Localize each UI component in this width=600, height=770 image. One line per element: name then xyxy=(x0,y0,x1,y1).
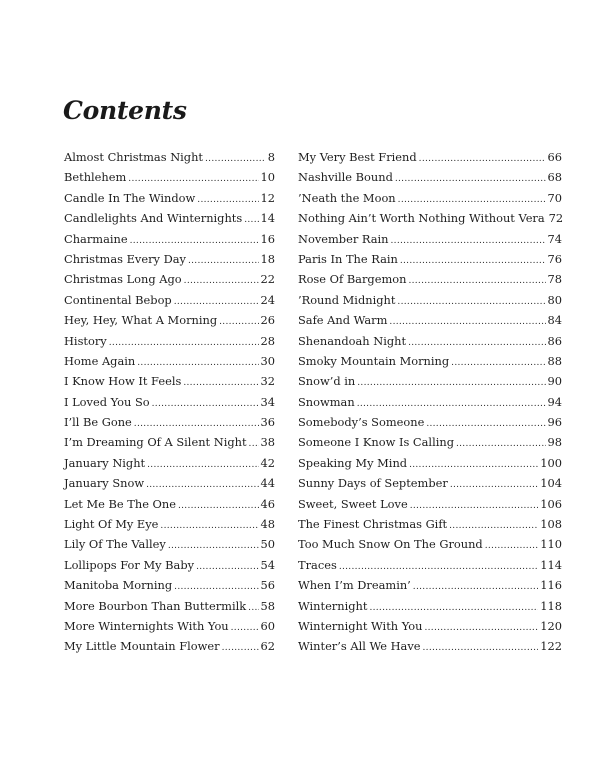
toc-entry xyxy=(298,310,562,330)
toc-dot-leader xyxy=(408,333,545,353)
toc-entry xyxy=(64,147,275,167)
toc-entry-title: November Rain xyxy=(298,231,389,246)
page-title: Contents xyxy=(63,96,187,125)
toc-entry-page-number: 44 xyxy=(260,476,275,491)
toc-entry-page-number: 96 xyxy=(547,415,562,430)
toc-entry-title: Candle In The Window xyxy=(64,190,196,205)
toc-dot-leader xyxy=(174,577,258,597)
toc-entry xyxy=(298,392,562,412)
toc-dot-leader xyxy=(389,312,545,332)
toc-entry-page-number: 110 xyxy=(540,537,562,552)
toc-entry-page-number: 58 xyxy=(260,598,275,613)
toc-entry-page-number: 94 xyxy=(547,394,562,409)
toc-entry xyxy=(298,636,562,656)
toc-column-left xyxy=(64,147,275,657)
toc-entry-title: I’m Dreaming Of A Silent Night xyxy=(64,435,247,450)
toc-entry xyxy=(64,575,275,595)
toc-entry-title: Nothing Ain’t Worth Nothing Without Vera xyxy=(298,211,545,226)
toc-entry-page-number: 76 xyxy=(547,251,562,266)
toc-entry-title: Safe And Warm xyxy=(298,313,388,328)
toc-entry-page-number: 26 xyxy=(260,313,275,328)
toc-entry xyxy=(298,555,562,575)
toc-entry xyxy=(298,331,562,351)
toc-entry-title: Shenandoah Night xyxy=(298,333,407,348)
toc-dot-leader xyxy=(249,434,259,454)
toc-dot-leader xyxy=(456,434,546,454)
toc-entry xyxy=(298,208,562,228)
toc-dot-leader xyxy=(109,333,259,353)
toc-entry-page-number: 72 xyxy=(548,211,564,226)
toc-entry xyxy=(64,290,275,310)
toc-dot-leader xyxy=(485,536,539,556)
toc-entry-page-number: 90 xyxy=(547,374,562,389)
toc-entry-title: Snowman xyxy=(298,394,355,409)
toc-entry-page-number: 14 xyxy=(260,211,275,226)
toc-entry-title: Bethlehem xyxy=(64,170,127,185)
toc-entry-title: Someone I Know Is Calling xyxy=(298,435,454,450)
toc-dot-leader xyxy=(178,496,259,516)
toc-dot-leader xyxy=(128,169,258,189)
toc-entry xyxy=(298,453,562,473)
toc-dot-leader xyxy=(152,394,259,414)
toc-dot-leader xyxy=(222,638,259,658)
toc-entry xyxy=(298,432,562,452)
toc-entry xyxy=(298,188,562,208)
toc-dot-leader xyxy=(231,618,259,638)
toc-entry-title: Paris In The Rain xyxy=(298,251,398,266)
toc-entry-page-number: 50 xyxy=(260,537,275,552)
toc-entry-page-number: 56 xyxy=(260,578,275,593)
toc-entry-page-number: 36 xyxy=(260,415,275,430)
toc-entry-title: Snow’d in xyxy=(298,374,356,389)
toc-entry xyxy=(298,290,562,310)
toc-dot-leader xyxy=(219,312,258,332)
toc-entry xyxy=(298,371,562,391)
toc-dot-leader xyxy=(205,149,266,169)
toc-dot-leader xyxy=(184,271,259,291)
toc-entry-title: Rose Of Bargemon xyxy=(298,272,407,287)
toc-entry-title: Let Me Be The One xyxy=(64,496,176,511)
toc-dot-leader xyxy=(426,414,545,434)
toc-entry xyxy=(64,249,275,269)
toc-entry-page-number: 68 xyxy=(547,170,562,185)
toc-entry-page-number: 88 xyxy=(547,353,562,368)
toc-entry-title: My Little Mountain Flower xyxy=(64,639,220,654)
toc-entry xyxy=(64,636,275,656)
toc-entry xyxy=(298,167,562,187)
toc-entry-page-number: 34 xyxy=(260,394,275,409)
toc-entry-page-number: 48 xyxy=(260,517,275,532)
toc-entry xyxy=(64,494,275,514)
toc-entry-page-number: 86 xyxy=(547,333,562,348)
toc-entry-title: Continental Bebop xyxy=(64,292,172,307)
toc-entry xyxy=(298,351,562,371)
toc-entry-page-number: 116 xyxy=(540,578,562,593)
toc-entry xyxy=(64,269,275,289)
toc-dot-leader xyxy=(146,475,258,495)
toc-dot-leader xyxy=(408,271,545,291)
toc-dot-leader xyxy=(450,475,538,495)
toc-dot-leader xyxy=(400,251,546,271)
toc-dot-leader xyxy=(423,638,539,658)
toc-entry xyxy=(298,229,562,249)
toc-entry xyxy=(298,473,562,493)
toc-entry-page-number: 118 xyxy=(540,598,562,613)
toc-entry xyxy=(64,473,275,493)
toc-entry-page-number: 70 xyxy=(547,190,562,205)
toc-entry-page-number: 54 xyxy=(260,557,275,572)
toc-entry-title: Somebody’s Someone xyxy=(298,415,425,430)
toc-entry-page-number: 10 xyxy=(260,170,275,185)
toc-entry xyxy=(298,269,562,289)
toc-entry-title: Light Of My Eye xyxy=(64,517,159,532)
toc-dot-leader xyxy=(168,536,259,556)
toc-entry-page-number: 80 xyxy=(547,292,562,307)
toc-dot-leader xyxy=(449,516,538,536)
toc-entry xyxy=(64,188,275,208)
toc-entry-page-number: 98 xyxy=(547,435,562,450)
toc-entry-title: When I’m Dreamin’ xyxy=(298,578,411,593)
toc-entry-title: Manitoba Morning xyxy=(64,578,173,593)
toc-entry xyxy=(64,229,275,249)
toc-entry xyxy=(64,392,275,412)
toc-entry xyxy=(64,371,275,391)
toc-dot-leader xyxy=(248,598,258,618)
toc-entry xyxy=(298,596,562,616)
toc-dot-leader xyxy=(357,373,545,393)
toc-entry-page-number: 84 xyxy=(547,313,562,328)
toc-entry-title: Christmas Long Ago xyxy=(64,272,182,287)
toc-dot-leader xyxy=(409,455,538,475)
toc-entry-title: I Know How It Feels xyxy=(64,374,182,389)
toc-entry xyxy=(64,534,275,554)
toc-entry-title: January Night xyxy=(64,455,146,470)
toc-entry-page-number: 18 xyxy=(260,251,275,266)
toc-dot-leader xyxy=(357,394,546,414)
toc-entry-title: History xyxy=(64,333,107,348)
toc-entry-page-number: 60 xyxy=(260,618,275,633)
toc-dot-leader xyxy=(391,231,546,251)
toc-entry-title: Traces xyxy=(298,557,337,572)
toc-dot-leader xyxy=(160,516,258,536)
toc-entry-title: Winternight With You xyxy=(298,618,423,633)
toc-dot-leader xyxy=(244,210,258,230)
toc-entry-page-number: 74 xyxy=(547,231,562,246)
toc-entry-page-number: 24 xyxy=(260,292,275,307)
toc-dot-leader xyxy=(369,598,538,618)
toc-entry-page-number: 62 xyxy=(260,639,275,654)
toc-entry-title: Sweet, Sweet Love xyxy=(298,496,408,511)
toc-entry-page-number: 120 xyxy=(540,618,562,633)
toc-dot-leader xyxy=(197,190,258,210)
toc-entry-page-number: 38 xyxy=(260,435,275,450)
toc-entry-page-number: 114 xyxy=(540,557,562,572)
toc-entry-page-number: 108 xyxy=(540,517,562,532)
toc-entry xyxy=(298,534,562,554)
toc-entry xyxy=(298,412,562,432)
toc-entry-title: My Very Best Friend xyxy=(298,150,417,164)
toc-dot-leader xyxy=(174,292,259,312)
toc-entry xyxy=(298,616,562,636)
toc-entry xyxy=(64,412,275,432)
toc-entry-page-number: 16 xyxy=(260,231,275,246)
toc-dot-leader xyxy=(130,231,259,251)
toc-entry-title: January Snow xyxy=(64,476,145,491)
toc-entry-page-number: 106 xyxy=(540,496,562,511)
toc-entry-title: Nashville Bound xyxy=(298,170,393,185)
toc-dot-leader xyxy=(395,169,546,189)
toc-dot-leader xyxy=(424,618,538,638)
toc-dot-leader xyxy=(147,455,258,475)
toc-dot-leader xyxy=(413,577,538,597)
toc-entry-title: ’Neath the Moon xyxy=(298,190,396,205)
toc-entry-page-number: 12 xyxy=(260,190,275,205)
toc-dot-leader xyxy=(188,251,259,271)
toc-entry-title: Candlelights And Winternights xyxy=(64,211,243,226)
toc-entry-title: Lily Of The Valley xyxy=(64,537,166,552)
toc-entry-page-number: 66 xyxy=(547,150,562,164)
toc-entry-page-number: 104 xyxy=(540,476,562,491)
toc-entry-page-number: 28 xyxy=(260,333,275,348)
toc-dot-leader xyxy=(419,149,546,169)
toc-entry-title: Charmaine xyxy=(64,231,128,246)
toc-entry-title: The Finest Christmas Gift xyxy=(298,517,448,532)
toc-entry xyxy=(64,453,275,473)
toc-dot-leader xyxy=(397,292,545,312)
toc-dot-leader xyxy=(196,557,258,577)
toc-entry-title: More Bourbon Than Buttermilk xyxy=(64,598,247,613)
toc-dot-leader xyxy=(339,557,538,577)
toc-entry-title: Smoky Mountain Morning xyxy=(298,353,450,368)
toc-entry-page-number: 46 xyxy=(260,496,275,511)
toc-entry xyxy=(298,249,562,269)
toc-entry xyxy=(64,167,275,187)
toc-entry-title: Winternight xyxy=(298,598,368,613)
toc-entry-title: Too Much Snow On The Ground xyxy=(298,537,483,552)
toc-entry xyxy=(64,596,275,616)
toc-entry-title: Home Again xyxy=(64,353,136,368)
toc-entry-title: Winter’s All We Have xyxy=(298,639,421,654)
toc-entry xyxy=(298,514,562,534)
toc-dot-leader xyxy=(134,414,259,434)
toc-entry xyxy=(64,616,275,636)
toc-entry-page-number: 8 xyxy=(267,150,275,164)
toc-entry-page-number: 30 xyxy=(260,353,275,368)
toc-entry-title: Sunny Days of September xyxy=(298,476,448,491)
toc-entry-page-number: 122 xyxy=(540,639,562,654)
toc-dot-leader xyxy=(183,373,258,393)
toc-entry-title: Hey, Hey, What A Morning xyxy=(64,313,218,328)
toc-column-right xyxy=(298,147,562,657)
toc-entry xyxy=(64,351,275,371)
toc-entry xyxy=(298,575,562,595)
toc-entry xyxy=(64,555,275,575)
toc-entry-title: I’ll Be Gone xyxy=(64,415,132,430)
toc-entry-title: Almost Christmas Night xyxy=(64,150,204,164)
toc-entry-title: Christmas Every Day xyxy=(64,251,186,266)
toc-dot-leader xyxy=(137,353,258,373)
toc-entry xyxy=(64,432,275,452)
toc-entry-title: I Loved You So xyxy=(64,394,150,409)
toc-entry-page-number: 32 xyxy=(260,374,275,389)
toc-entry-title: Speaking My Mind xyxy=(298,455,408,470)
toc-entry xyxy=(64,310,275,330)
toc-dot-leader xyxy=(398,190,546,210)
toc-entry-page-number: 22 xyxy=(260,272,275,287)
toc-entry xyxy=(64,208,275,228)
toc-entry-title: ’Round Midnight xyxy=(298,292,396,307)
toc-dot-leader xyxy=(410,496,539,516)
toc-entry xyxy=(298,494,562,514)
toc-entry-title: More Winternights With You xyxy=(64,618,229,633)
toc-entry-page-number: 78 xyxy=(547,272,562,287)
toc-entry-page-number: 42 xyxy=(260,455,275,470)
toc-entry-page-number: 100 xyxy=(540,455,562,470)
toc-entry xyxy=(64,331,275,351)
toc-dot-leader xyxy=(451,353,545,373)
toc-entry-title: Lollipops For My Baby xyxy=(64,557,195,572)
toc-entry xyxy=(298,147,562,167)
toc-entry xyxy=(64,514,275,534)
